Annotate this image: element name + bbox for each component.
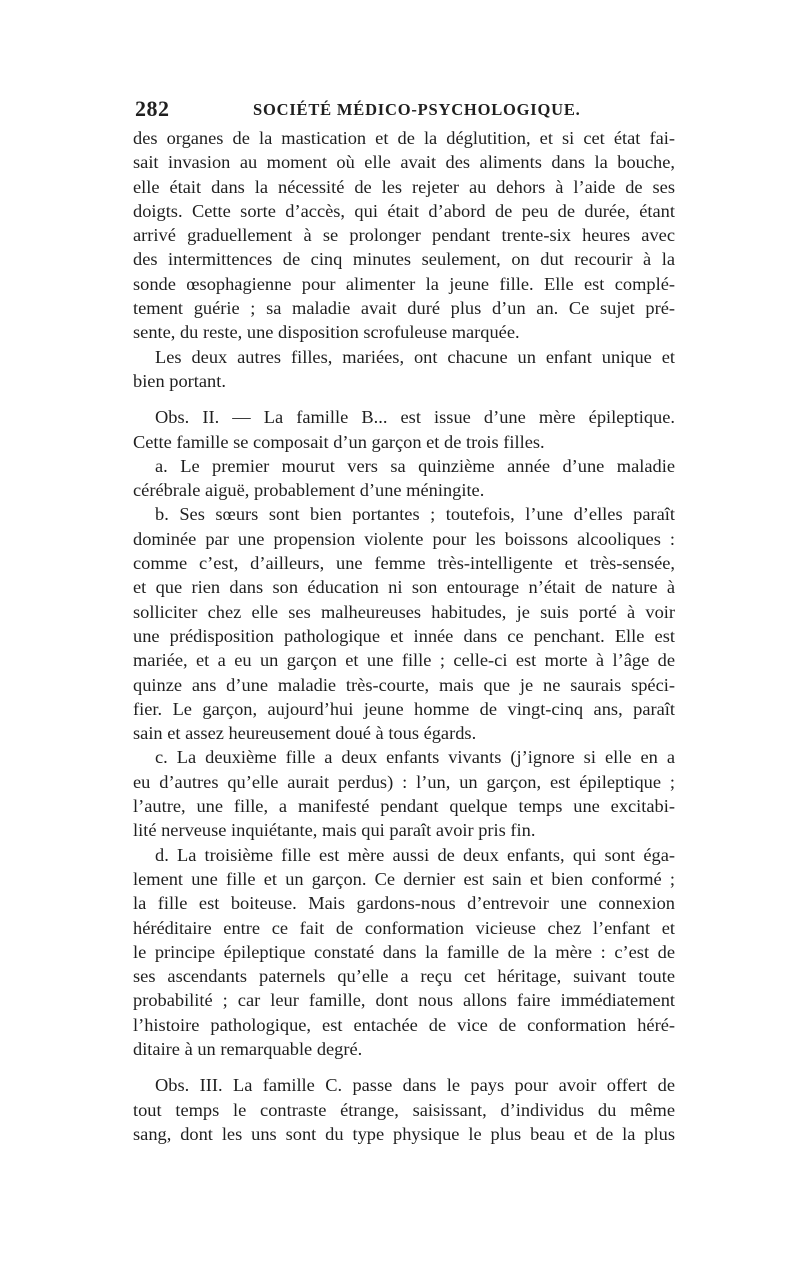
text-line: l’autre, une fille, a manifesté pendant quelque temps une excitabi- (133, 796, 675, 817)
text-line: a. Le premier mourut vers sa quinzième année d’une maladie (155, 455, 675, 476)
text-line: bien portant. (133, 370, 226, 391)
text-line: dominée par une propension violente pour les boissons alcooliques : (133, 528, 675, 549)
text-line: probabilité ; car leur famille, dont nous allons faire immédiatement (133, 990, 675, 1011)
section-gap (133, 393, 675, 405)
text-line: sait invasion au moment où elle avait des aliments dans la bouche, (133, 152, 675, 173)
text-line: l’histoire pathologique, est entachée de vice de conformation héré- (133, 1014, 675, 1035)
text-line: Les deux autres filles, mariées, ont chacune un enfant unique et (155, 346, 675, 367)
text-line: lement une fille et un garçon. Ce dernier est sain et bien conformé ; (133, 868, 675, 889)
text-line: eu d’autres qu’elle aurait perdus) : l’un, un garçon, est épileptique ; (133, 771, 675, 792)
text-line: une prédisposition pathologique et innée dans ce penchant. Elle est (133, 625, 675, 646)
text-line: lité nerveuse inquiétante, mais qui paraît avoir pris fin. (133, 820, 536, 841)
text-line: ses ascendants paternels qu’elle a reçu cet héritage, suivant toute (133, 966, 675, 987)
text-line: sente, du reste, une disposition scrofuleuse marquée. (133, 322, 520, 343)
text-line: elle était dans la nécessité de les rejeter au dehors à l’aide de ses (133, 176, 675, 197)
text-line: héréditaire entre ce fait de conformation vicieuse chez l’enfant et (133, 917, 675, 938)
text-line: quinze ans d’une maladie très-courte, mais que je ne saurais spéci- (133, 674, 675, 695)
text-line: sonde œsophagienne pour alimenter la jeune fille. Elle est complé- (133, 273, 675, 294)
text-line: arrivé graduellement à se prolonger pendant trente-six heures avec (133, 225, 675, 246)
text-line: b. Ses sœurs sont bien portantes ; toutefois, l’une d’elles paraît (155, 504, 675, 525)
text-line: des intermittences de cinq minutes seulement, on dut recourir à la (133, 249, 675, 270)
text-line: la fille est boiteuse. Mais gardons-nous d’entrevoir une connexion (133, 893, 675, 914)
text-line: le principe épileptique constaté dans la famille de la mère : c’est de (133, 941, 675, 962)
text-line: c. La deuxième fille a deux enfants vivants (j’ignore si elle en a (155, 747, 675, 768)
text-line: comme c’est, d’ailleurs, une femme très-intelligente et très-sensée, (133, 553, 675, 574)
body-text (133, 126, 675, 1146)
text-line: doigts. Cette sorte d’accès, qui était d’abord de peu de durée, étant (133, 200, 675, 221)
text-line: tement guérie ; sa maladie avait duré plus d’un an. Ce sujet pré- (133, 298, 675, 319)
text-line: sain et assez heureusement doué à tous égards. (133, 723, 477, 744)
text-line: des organes de la mastication et de la déglutition, et si cet état fai- (133, 128, 675, 148)
text-line: Obs. III. La famille C. passe dans le pays pour avoir offert de (155, 1075, 675, 1096)
text-line: sang, dont les uns sont du type physique le plus beau et de la plus (133, 1123, 675, 1144)
running-title: SOCIÉTÉ MÉDICO-PSYCHOLOGIQUE. (253, 100, 581, 119)
text-line: d. La troisième fille est mère aussi de deux enfants, qui sont éga- (155, 844, 675, 865)
text-line: Obs. II. — La famille B... est issue d’une mère épileptique. (155, 407, 675, 428)
running-head (135, 96, 675, 122)
section-gap (133, 1061, 675, 1073)
page-number: 282 (135, 96, 170, 121)
text-line: fier. Le garçon, aujourd’hui jeune homme de vingt-cinq ans, paraît (133, 698, 675, 719)
text-line: ditaire à un remarquable degré. (133, 1038, 363, 1059)
text-line: et que rien dans son éducation ni son entourage n’était de nature à (133, 577, 675, 598)
text-line: Cette famille se composait d’un garçon et de trois filles. (133, 431, 545, 452)
text-line: cérébrale aiguë, probablement d’une méningite. (133, 480, 485, 501)
text-line: tout temps le contraste étrange, saisissant, d’individus du même (133, 1099, 675, 1120)
text-line: solliciter chez elle ses malheureuses habitudes, je suis porté à voir (133, 601, 675, 622)
text-line: mariée, et a eu un garçon et une fille ; celle-ci est morte à l’âge de (133, 650, 675, 671)
